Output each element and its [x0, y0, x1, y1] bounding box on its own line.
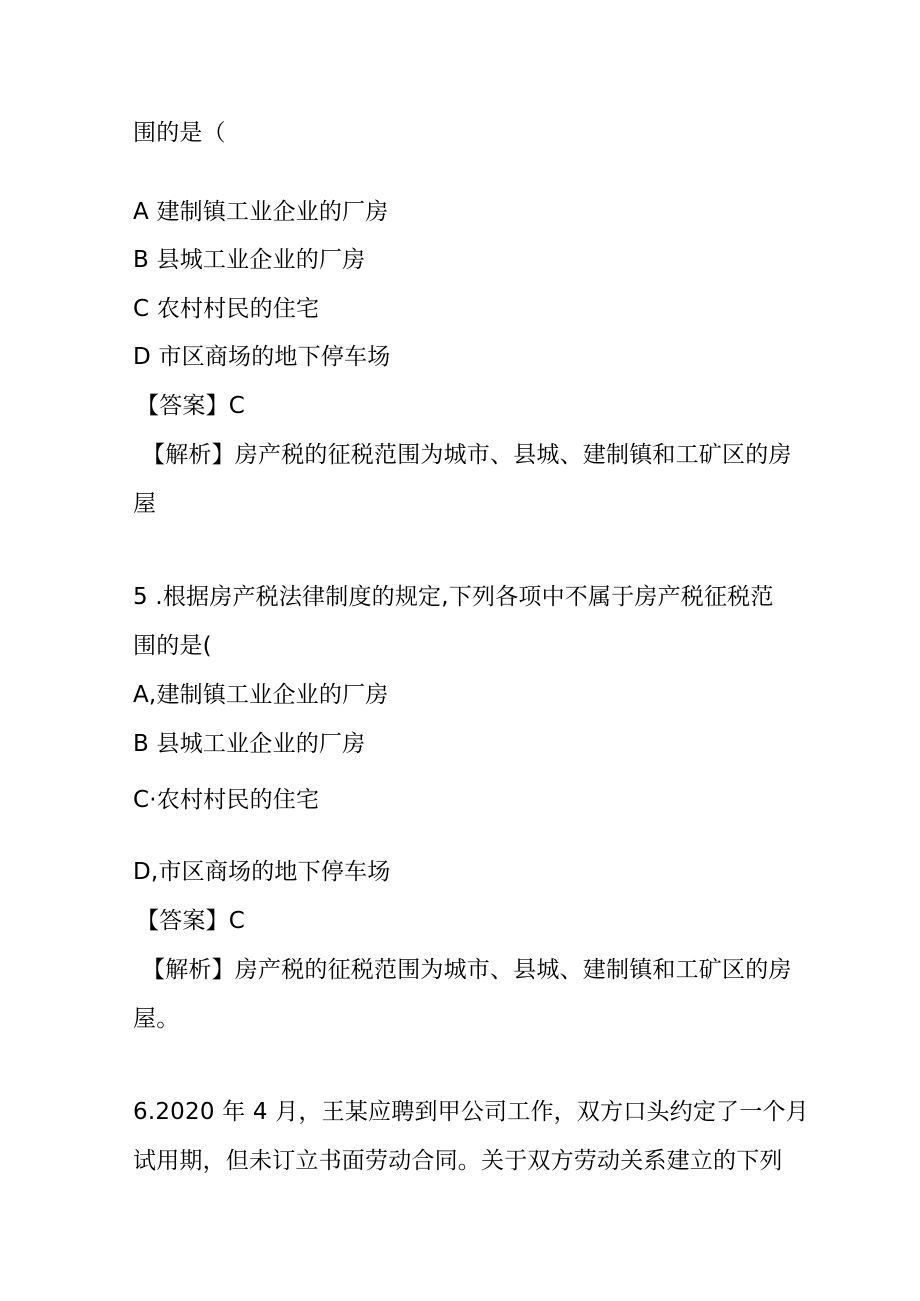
q4-analysis: 【解析】房产税的征税范围为城市、县城、建制镇和工矿区的房	[142, 442, 792, 468]
q5-stem: 5 .根据房产税法律制度的规定,下列各项中不属于房产税征税范	[133, 584, 774, 610]
q5-analysis-cont: 屋。	[133, 1006, 180, 1032]
q4-option-d: D 市区商场的地下停车场	[133, 344, 391, 370]
q6-stem-cont: 试用期，但未订立书面劳动合同。关于双方劳动关系建立的下列	[133, 1148, 783, 1174]
q5-analysis: 【解析】房产税的征税范围为城市、县城、建制镇和工矿区的房	[142, 957, 792, 983]
q4-option-c: C 农村村民的住宅	[133, 296, 320, 322]
q6-stem: 6.2020 年 4 月，王某应聘到甲公司工作，双方口头约定了一个月	[133, 1099, 809, 1125]
q5-stem-cont: 围的是(	[133, 633, 212, 659]
q4-option-b: B 县城工业企业的厂房	[133, 247, 366, 273]
q4-stem-tail: 围的是（	[133, 120, 226, 146]
q5-option-a: A,建制镇工业企业的厂房	[133, 682, 389, 708]
q5-option-d: D,市区商场的地下停车场	[133, 859, 391, 885]
q4-option-a: A 建制镇工业企业的厂房	[133, 199, 389, 225]
q5-option-c: C·农村村民的住宅	[133, 787, 320, 813]
q5-answer: 【答案】C	[136, 908, 246, 934]
q4-answer: 【答案】C	[136, 393, 246, 419]
q5-option-b: B 县城工业企业的厂房	[133, 731, 366, 757]
q4-analysis-cont: 屋	[133, 491, 157, 517]
